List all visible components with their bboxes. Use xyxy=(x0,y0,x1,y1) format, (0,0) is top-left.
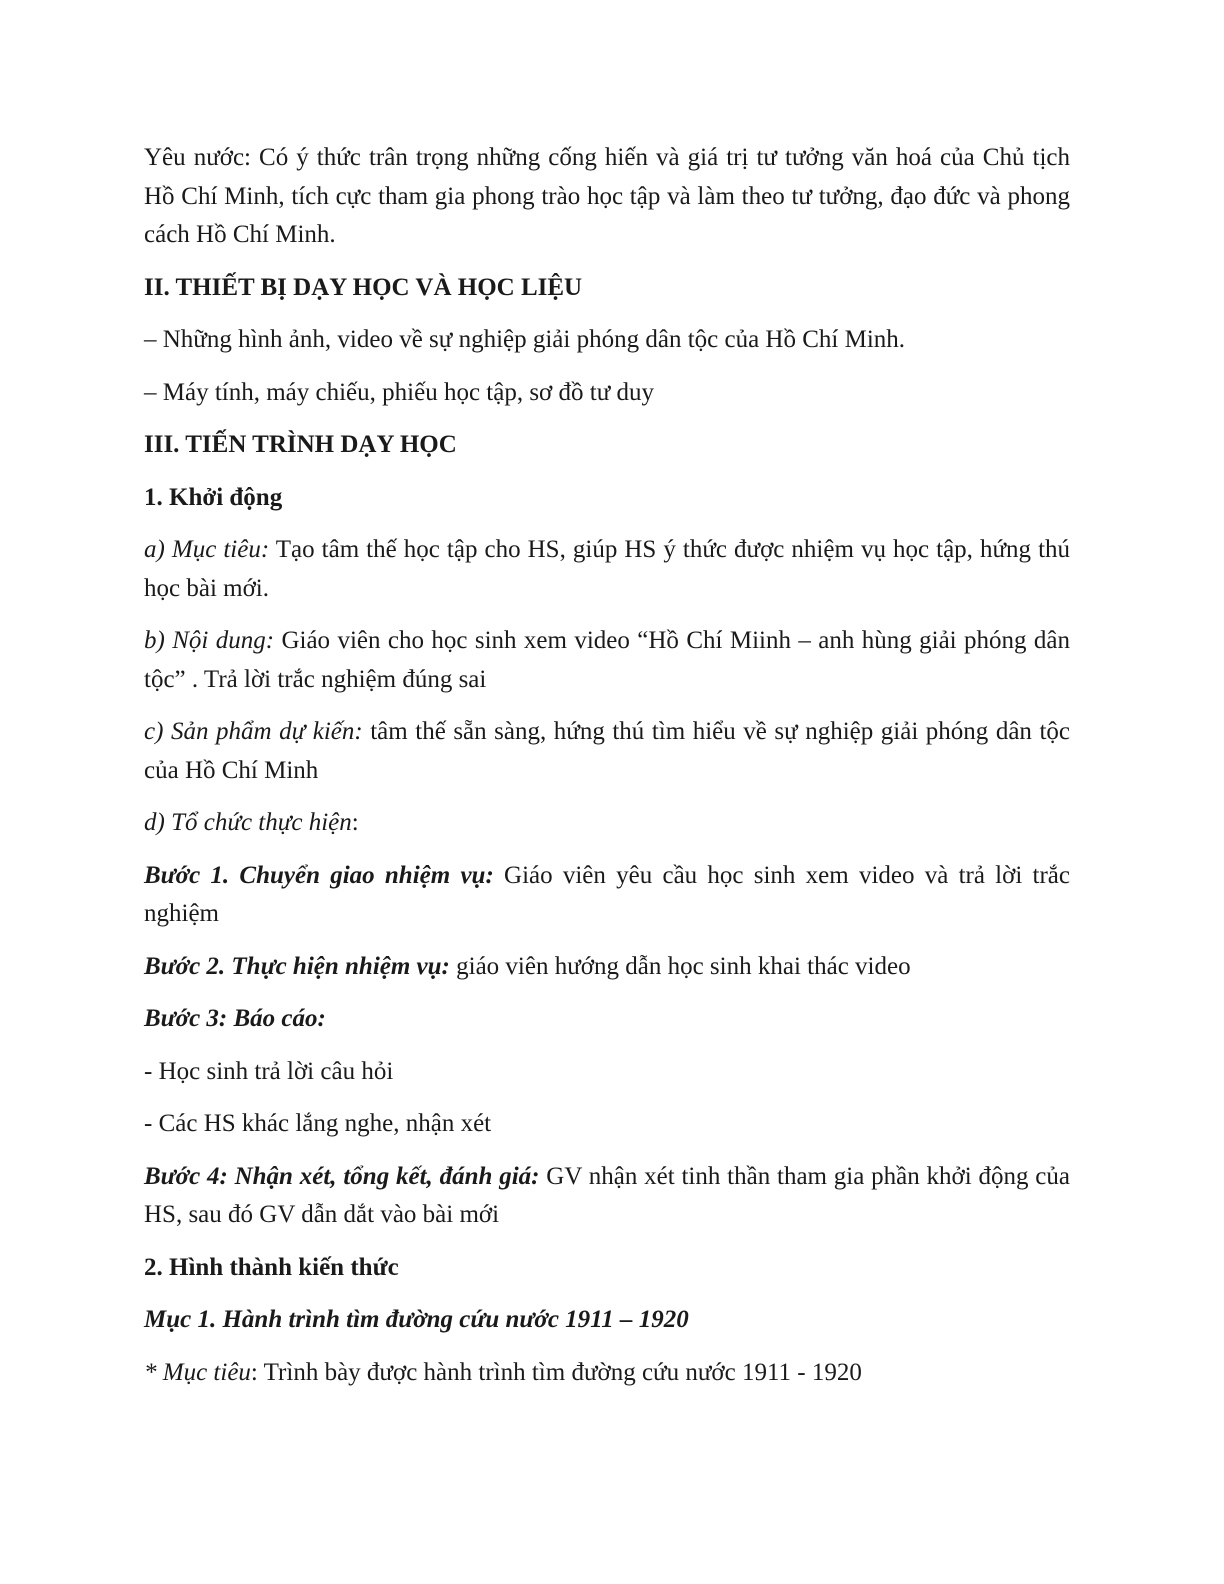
equipment-item: – Những hình ảnh, video về sự nghiệp giải phóng dân tộc của Hồ Chí Minh. xyxy=(144,326,906,353)
muc-1-heading: Mục 1. Hành trình tìm đường cứu nước 1911 – 1920 xyxy=(144,1306,689,1333)
muc-1-objective-paragraph xyxy=(144,1354,1070,1393)
step-4-label: Bước 4: Nhận xét, tổng kết, đánh giá: xyxy=(144,1162,540,1190)
objective-paragraph xyxy=(144,531,1070,608)
step-4-text: GV nhận xét tinh thần tham gia phần khởi động của HS, sau đó GV dẫn dắt vào bài mới xyxy=(144,1162,1070,1228)
organization-label: d) Tổ chức thực hiện xyxy=(144,809,352,836)
muc-1-objective-text: : Trình bày được hành trình tìm đường cứu nước 1911 - 1920 xyxy=(250,1358,862,1386)
step-2-text: giáo viên hướng dẫn học sinh khai thác video xyxy=(449,952,911,980)
step-3-item: - Học sinh trả lời câu hỏi xyxy=(144,1057,394,1085)
organization-paragraph xyxy=(144,804,1070,843)
content-label: b) Nội dung: xyxy=(144,627,275,654)
document-body xyxy=(144,139,1070,1406)
content-paragraph xyxy=(144,622,1070,699)
organization-colon: : xyxy=(351,809,359,836)
objective-text: Tạo tâm thế học tập cho HS, giúp HS ý thức được nhiệm vụ học tập, hứng thú học bài mới. xyxy=(144,536,1071,602)
step-4-paragraph xyxy=(144,1158,1070,1235)
section-2-heading: II. THIẾT BỊ DẠY HỌC VÀ HỌC LIỆU xyxy=(144,273,583,301)
content-text: Giáo viên cho học sinh xem video “Hồ Chí Miinh – anh hùng giải phóng dân tộc” . Trả lời trắc nghiệm đúng sai xyxy=(144,627,1070,693)
step-1-label: Bước 1. Chuyển giao nhiệm vụ: xyxy=(144,861,494,889)
objective-label: a) Mục tiêu: xyxy=(144,536,270,563)
step-3-label: Bước 3: Báo cáo: xyxy=(144,1005,326,1032)
step-1-paragraph xyxy=(144,857,1070,934)
step-2-paragraph xyxy=(144,948,1070,987)
step-1-text: Giáo viên yêu cầu học sinh xem video và trả lời trắc nghiệm xyxy=(144,861,1071,927)
step-3-item: - Các HS khác lắng nghe, nhận xét xyxy=(144,1110,492,1137)
part-2-heading: 2. Hình thành kiến thức xyxy=(144,1253,399,1281)
equipment-item: – Máy tính, máy chiếu, phiếu học tập, sơ đồ tư duy xyxy=(144,378,655,406)
expected-product-paragraph xyxy=(144,713,1070,790)
part-1-heading: 1. Khởi động xyxy=(144,483,283,511)
muc-1-objective-label: * Mục tiêu xyxy=(144,1358,251,1386)
section-3-heading: III. TIẾN TRÌNH DẠY HỌC xyxy=(144,431,457,458)
expected-product-text: tâm thế sẵn sàng, hứng thú tìm hiểu về sự nghiệp giải phóng dân tộc của Hồ Chí Minh xyxy=(144,718,1070,784)
step-2-label: Bước 2. Thực hiện nhiệm vụ: xyxy=(144,952,450,980)
intro-paragraph: Yêu nước: Có ý thức trân trọng những cống hiến và giá trị tư tưởng văn hoá của Chủ tịch Hồ Chí Minh, tích cực tham gia phong trào học tập và làm theo tư tưởng, đạo đức và phong cách Hồ Chí Minh. xyxy=(144,144,1070,248)
expected-product-label: c) Sản phẩm dự kiến: xyxy=(144,718,363,745)
